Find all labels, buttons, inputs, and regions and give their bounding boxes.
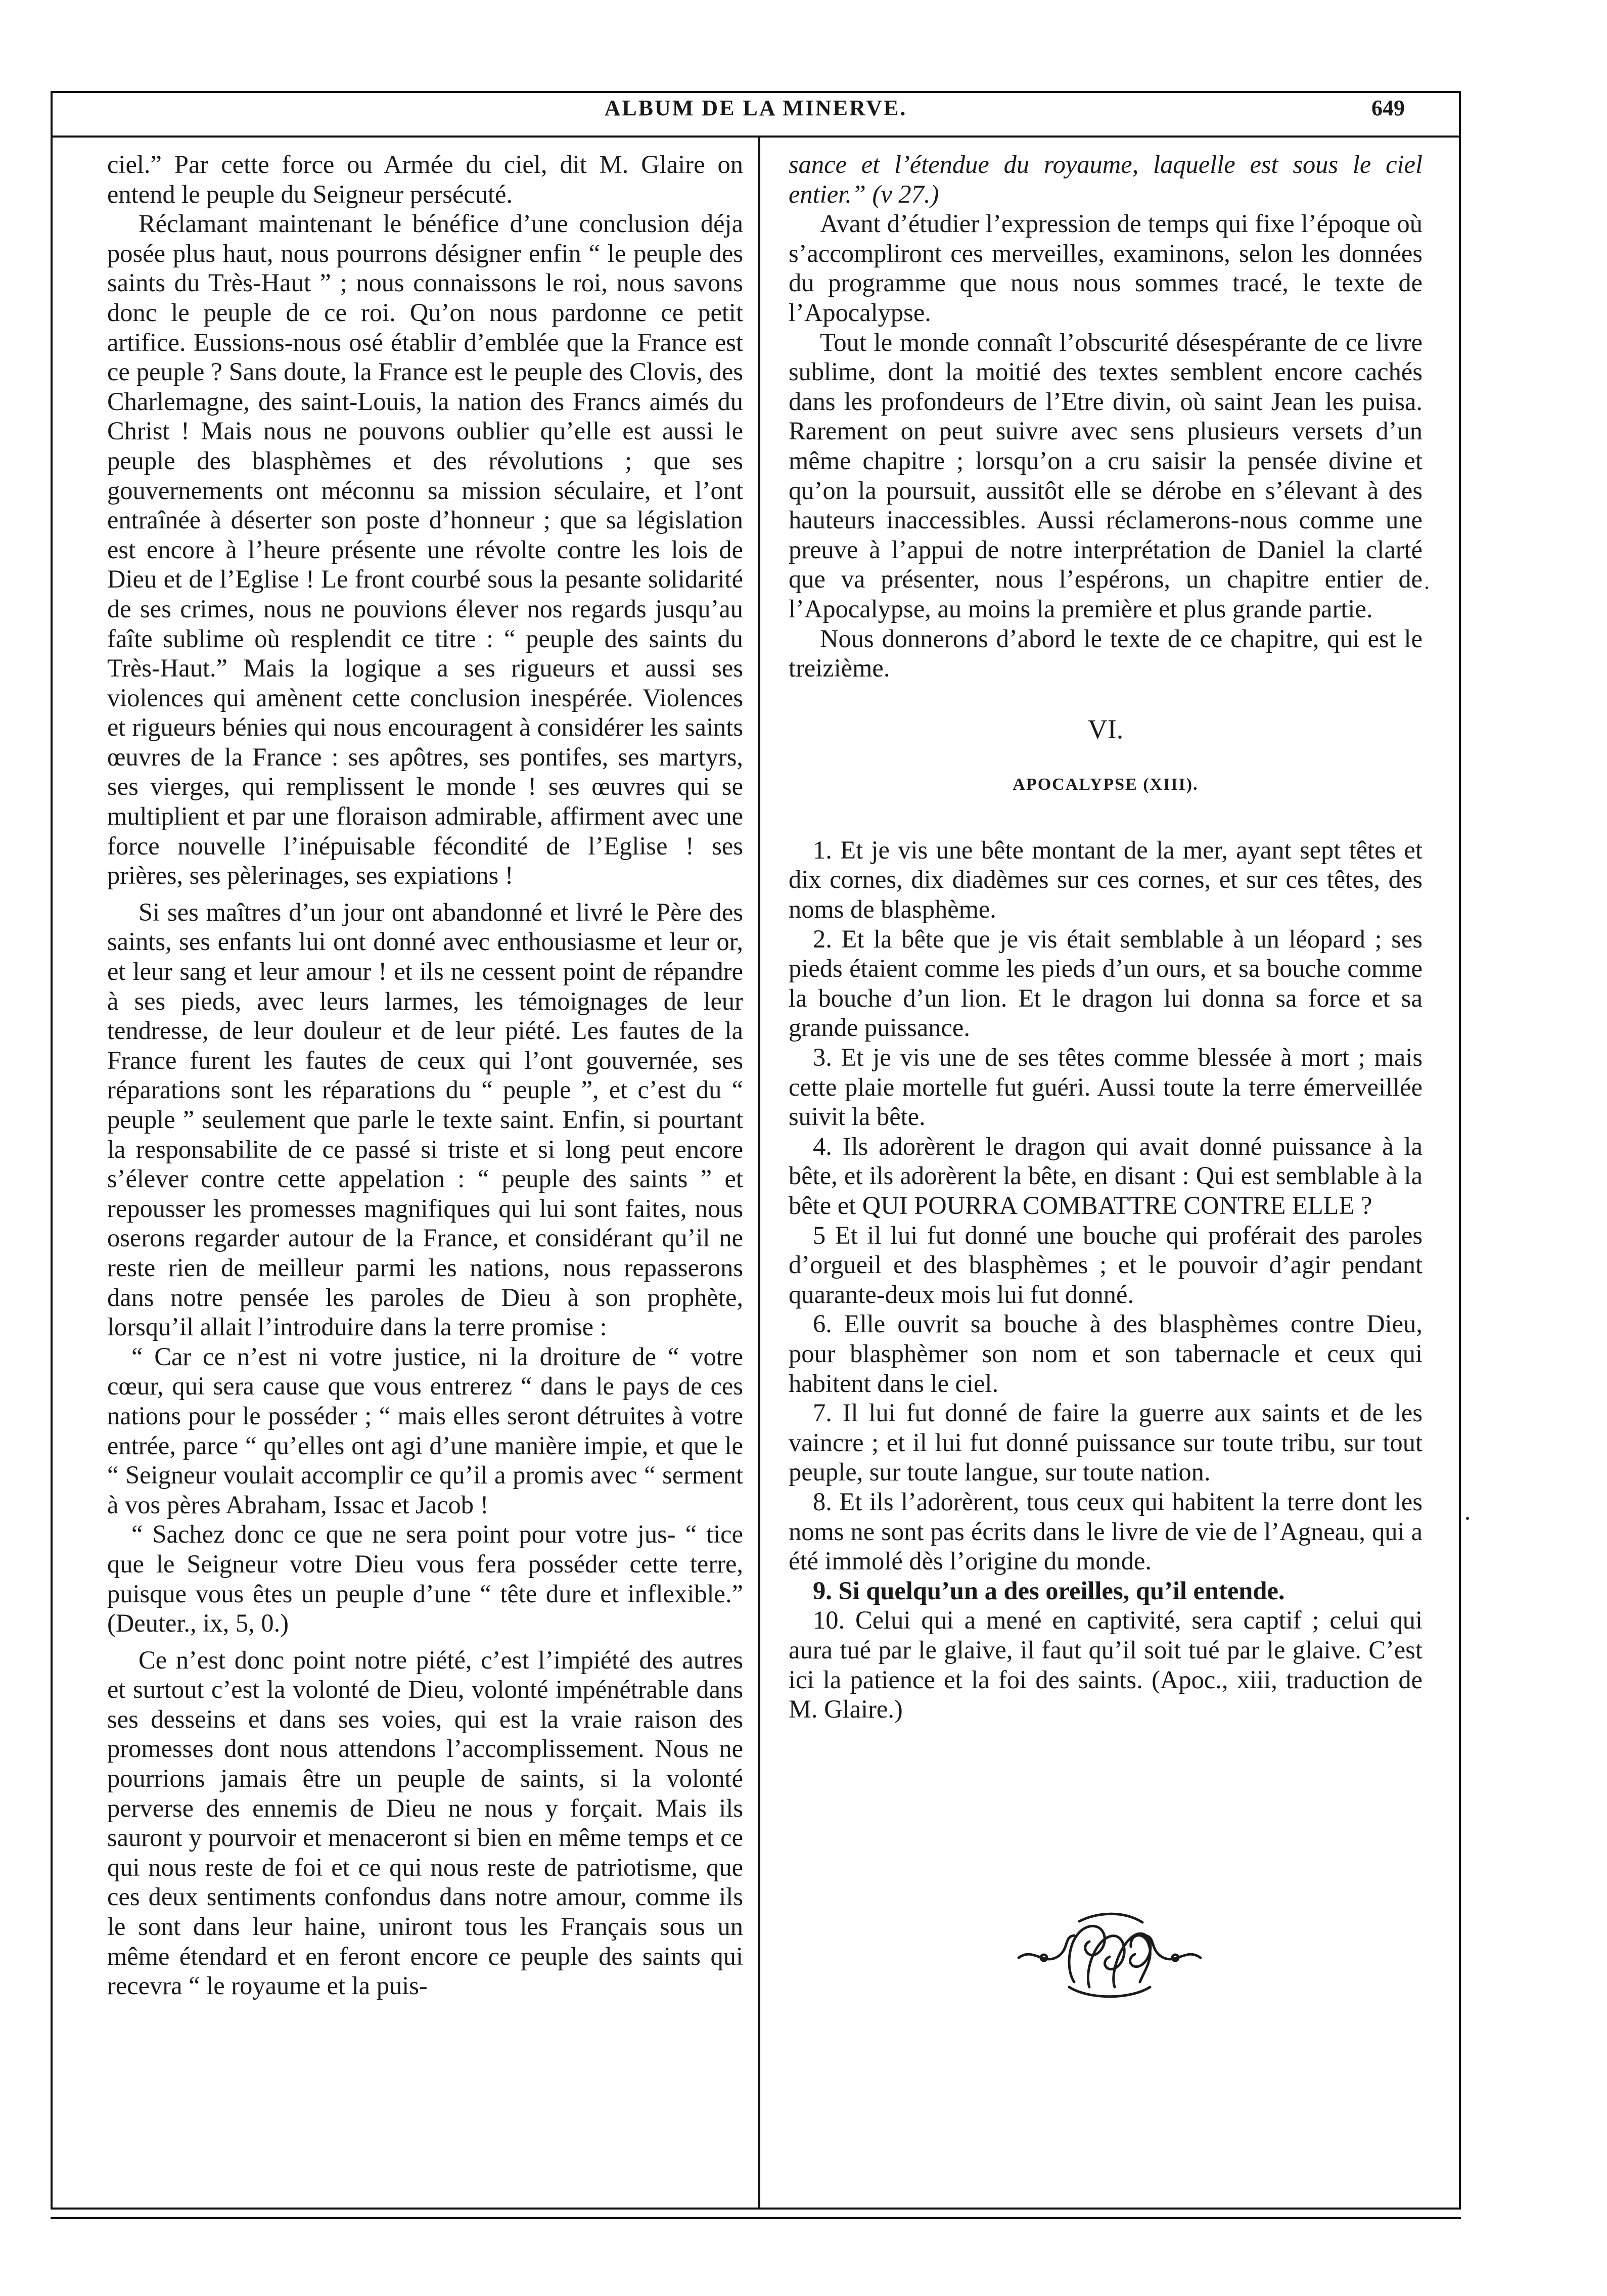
paragraph: Si ses maîtres d’un jour ont abandonné et livré le Père des saints, ses enfants lui ont donné avec enthousiasme et leur or, et leur sang et leur amour ! et ils ne cessent point de répandre à ses pieds, avec leurs larmes, les témoignages de leur tendresse, de leur douleur et de leur piété. Les fautes de la France furent les fautes de ceux qui l’ont gouvernée, ses réparations sont les réparations du “ peuple ”, et c’est du “ peuple ” seulement que parle le texte saint. Enfin, si pourtant la responsabilite de ce passé si triste et si long peut encore s’élever contre cette appelation : “ peuple des saints ” et repousser les promesses magnifiques qui lui sont faites, nous oserons regarder autour de la France, et considérant qu’il ne reste rien de meilleur parmi les nations, nous repasserons dans notre pensée les paroles de Dieu à son prophète, lorsqu’il allait l’introduire dans la terre promise : <box>107 897 743 1341</box>
verse: 7. Il lui fut donné de faire la guerre aux saints et de les vaincre ; et il lui fut donné puissance sur toute tribu, sur tout peuple, sur toute langue, sur toute nation. <box>789 1399 1422 1487</box>
verse: 8. Et ils l’adorèrent, tous ceux qui habitent la terre dont les noms ne sont pas écrits dans le livre de vie de l’Agneau, qui a été immolé dès l’origine du monde. <box>789 1487 1422 1575</box>
paragraph: Tout le monde connaît l’obscurité désespérante de ce livre sublime, dont la moitié des textes semblent encore cachés dans les profondeurs de l’Etre divin, où saint Jean les puisa. Rarement on peut suivre avec sens plusieurs versets d’un même chapitre ; lorsqu’on a cru saisir la pensée divine et qu’on la poursuit, aussitôt elle se dérobe en s’élevant à des hauteurs inaccessibles. Aussi réclamerons-nous comme une preuve à l’appui de notre interprétation de Daniel la clarté que va présenter, nous l’espérons, un chapitre entier de l’Apocalypse, au moins la première et plus grande partie. <box>789 328 1422 623</box>
column-rule <box>758 136 760 2210</box>
page-number: 649 <box>1371 96 1405 120</box>
running-title: ALBUM DE LA MINERVE. <box>604 96 907 120</box>
verse: 3. Et je vis une de ses têtes comme blessée à mort ; mais cette plaie mortelle fut guéri. Aussi toute la terre émerveillée suivit la bête. <box>789 1043 1422 1131</box>
section-title: APOCALYPSE (XIII). <box>1013 775 1199 794</box>
scripture-quote: “ Car ce n’est ni votre justice, ni la droiture de “ votre cœur, qui sera cause que vous entrerez “ dans le pays de ces nations pour le posséder ; “ mais elles seront détruites à votre entrée, parce “ qu’elles ont agi d’une manière impie, et que le “ Seigneur voulait accomplir ce qu’il a promis avec “ serment à vos pères Abraham, Issac et Jacob ! <box>107 1342 743 1519</box>
print-speck <box>1426 587 1428 589</box>
paragraph: Ce n’est donc point notre piété, c’est l’impiété des autres et surtout c’est la volonté de Dieu, volonté impénétrable dans ses desseins et dans ses voies, qui est la vraie raison des promesses dont nous attendons l’accomplissement. Nous ne pourrions jamais être un peuple de saints, si la volonté perverse des ennemis de Dieu ne nous y forçait. Mais ils sauront y pourvoir et menaceront si bien en même temps et ce qui nous reste de foi et ce qui nous reste de patriotisme, que ces deux sentiments confondus dans notre amour, comme ils le sont dans leur haine, uniront tous les Français sous un même étendard et en feront encore ce peuple des saints qui recevra “ le royaume et la puis- <box>107 1645 743 2000</box>
print-speck <box>1466 1517 1469 1520</box>
paragraph: sance et l’étendue du royaume, laquelle est sous le ciel entier.” (v 27.) <box>789 150 1422 208</box>
verse: 2. Et la bête que je vis était semblable à un léopard ; ses pieds étaient comme les pieds d’un ours, et sa bouche comme la bouche d’un lion. Et le dragon lui donna sa force et sa grande puissance. <box>789 924 1422 1042</box>
paragraph: Réclamant maintenant le bénéfice d’une conclusion déja posée plus haut, nous pourrons désigner enfin “ le peuple des saints du Très-Haut ” ; nous connaissons le roi, nous savons donc le peuple de ce roi. Qu’on nous pardonne ce petit artifice. Eussions-nous osé établir d’emblée que la France est ce peuple ? Sans doute, la France est le peuple des Clovis, des Charlemagne, des saint-Louis, la nation des Francs aimés du Christ ! Mais nous ne pouvons oublier qu’elle est aussi le peuple des blasphèmes et des révolutions ; que ses gouvernements ont méconnu sa mission séculaire, et l’ont entraînée à déserter son poste d’honneur ; que sa législation est encore à l’heure présente une révolte contre les lois de Dieu et de l’Eglise ! Le front courbé sous la pesante solidarité de ses crimes, nous ne pouvions élever nos regards jusqu’au faîte sublime où resplendit ce titre : “ peuple des saints du Très-Haut.” Mais la logique a ses rigueurs et aussi ses violences qui amènent cette conclusion inespérée. Violences et rigueurs bénies qui nous encouragent à considérer les saints œuvres de la France : ses apôtres, ses pontifes, ses martyrs, ses vierges, qui remplissent le monde ! ses œuvres qui se multiplient et par une floraison admirable, affirment avec une force nouvelle l’inépuisable fécondité de l’Eglise ! ses prières, ses pèlerinages, ses expiations ! <box>107 209 743 890</box>
calligraphic-monogram-icon <box>1014 1911 1206 2002</box>
verse: 6. Elle ouvrit sa bouche à des blasphèmes contre Dieu, pour blasphèmer son nom et son tabernacle et ceux qui habitent dans le ciel. <box>789 1310 1422 1398</box>
header-rule <box>51 136 1461 138</box>
paragraph: Avant d’étudier l’expression de temps qui fixe l’époque où s’accompliront ces merveilles, examinons, selon les données du programme que nous nous sommes tracé, le texte de l’Apocalypse. <box>789 209 1422 327</box>
paragraph: ciel.” Par cette force ou Armée du ciel, dit M. Glaire on entend le peuple du Seigneur persécuté. <box>107 150 743 208</box>
left-column <box>107 150 743 2001</box>
verse: 9. Si quelqu’un a des oreilles, qu’il entende. <box>813 1576 1285 1605</box>
scripture-quote: “ Sachez donc ce que ne sera point pour votre jus- “ tice que le Seigneur votre Dieu vous fera posséder cette terre, puisque vous êtes un peuple d’une “ tête dure et inflexible.” (Deuter., ix, 5, 0.) <box>107 1520 743 1638</box>
verse: 1. Et je vis une bête montant de la mer, ayant sept têtes et dix cornes, dix diadèmes sur ces cornes, et sur ces têtes, des noms de blasphème. <box>789 835 1422 924</box>
verse: 4. Ils adorèrent le dragon qui avait donné puissance à la bête, et ils adorèrent la bête, en disant : Qui est semblable à la bête et QUI POURRA COMBATTRE CONTRE ELLE ? <box>789 1132 1422 1220</box>
verse: 10. Celui qui a mené en captivité, sera captif ; celui qui aura tué par le glaive, il faut qu’il soit tué par le glaive. C’est ici la patience et la foi des saints. (Apoc., xiii, traduction de M. Glaire.) <box>789 1606 1422 1724</box>
paragraph: Nous donnerons d’abord le texte de ce chapitre, qui est le treizième. <box>789 624 1422 683</box>
verse: 5 Et il lui fut donné une bouche qui proférait des paroles d’orgueil et des blasphèmes ; et le pouvoir d’agir pendant quarante-deux mois lui fut donné. <box>789 1221 1422 1309</box>
right-column <box>789 150 1422 1724</box>
bottom-double-rule <box>51 2217 1461 2219</box>
section-number: VI. <box>1087 713 1124 744</box>
